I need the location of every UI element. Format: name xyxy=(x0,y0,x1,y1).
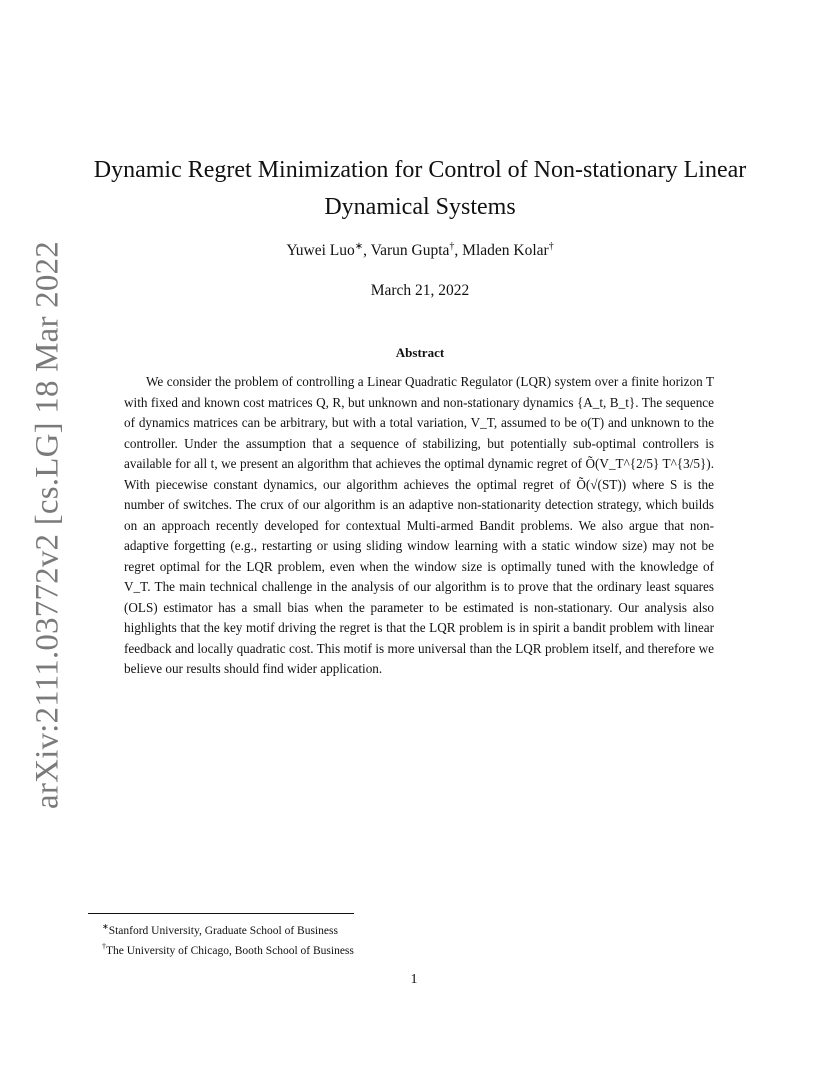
author-name: Varun Gupta xyxy=(370,242,450,260)
publication-date: March 21, 2022 xyxy=(370,282,470,299)
abstract-heading: Abstract xyxy=(395,345,445,360)
author-affiliation-mark: ∗ xyxy=(354,241,364,252)
abstract-body xyxy=(124,372,714,680)
footnote-text: Stanford University, Graduate School of Business xyxy=(108,924,338,937)
author-affiliation-mark: † xyxy=(548,241,554,252)
footnote xyxy=(102,939,602,959)
footnote xyxy=(102,919,602,939)
footnote-mark: ∗ xyxy=(102,922,109,931)
author-affiliation-mark: † xyxy=(449,241,455,252)
author-separator: , xyxy=(363,242,371,260)
author-name: Mladen Kolar xyxy=(462,242,549,260)
title-line-1: Dynamic Regret Minimization for Control of Non-stationary Linear xyxy=(93,157,747,183)
author-list xyxy=(120,241,720,260)
title-line-2: Dynamical Systems xyxy=(324,194,516,220)
page-number: 1 xyxy=(410,972,418,987)
footnotes xyxy=(102,919,602,960)
footnote-mark: † xyxy=(102,942,106,952)
abstract-text: We consider the problem of controlling a Linear Quadratic Regulator (LQR) system over a finite horizon T with fixed and known cost matrices Q, R, but unknown and non-stationary dynamics {A_t, B_t}. The sequence of dynamics matrices can be arbitrary, but with a total variation, V_T, assumed to be o(T) and unknown to the controller. Under the assumption that a sequence of stabilizing, but potentially sub-optimal controllers is available for all t, we present an algorithm that achieves the optimal dynamic regret of Õ(V_T^{2/5} T^{3/5}). With piecewise constant dynamics, our algorithm achieves the optimal regret of Õ(√(ST)) where S is the number of switches. The crux of our algorithm is an adaptive non-stationarity detection strategy, which builds on an approach recently developed for contextual Multi-armed Bandit problems. We also argue that non-adaptive forgetting (e.g., restarting or using sliding window learning with a static window size) may not be regret optimal for the LQR problem, even when the window size is optimally tuned with the knowledge of V_T. The main technical challenge in the analysis of our algorithm is to prove that the ordinary least squares (OLS) estimator has a small bias when the parameter to be estimated is non-stationary. Our analysis also highlights that the key motif driving the regret is that the LQR problem is in spirit a bandit problem with linear feedback and locally quadratic cost. This motif is more universal than the LQR problem itself, and therefore we believe our results should find wider application. xyxy=(124,374,714,676)
footnote-text: The University of Chicago, Booth School of Business xyxy=(106,945,354,958)
footnote-divider xyxy=(88,913,354,914)
author-name: Yuwei Luo xyxy=(286,242,355,260)
arxiv-identifier-stamp: arXiv:2111.03772v2 [cs.LG] 18 Mar 2022 xyxy=(29,241,66,809)
paper-title xyxy=(90,152,750,226)
author-separator: , xyxy=(454,242,463,260)
